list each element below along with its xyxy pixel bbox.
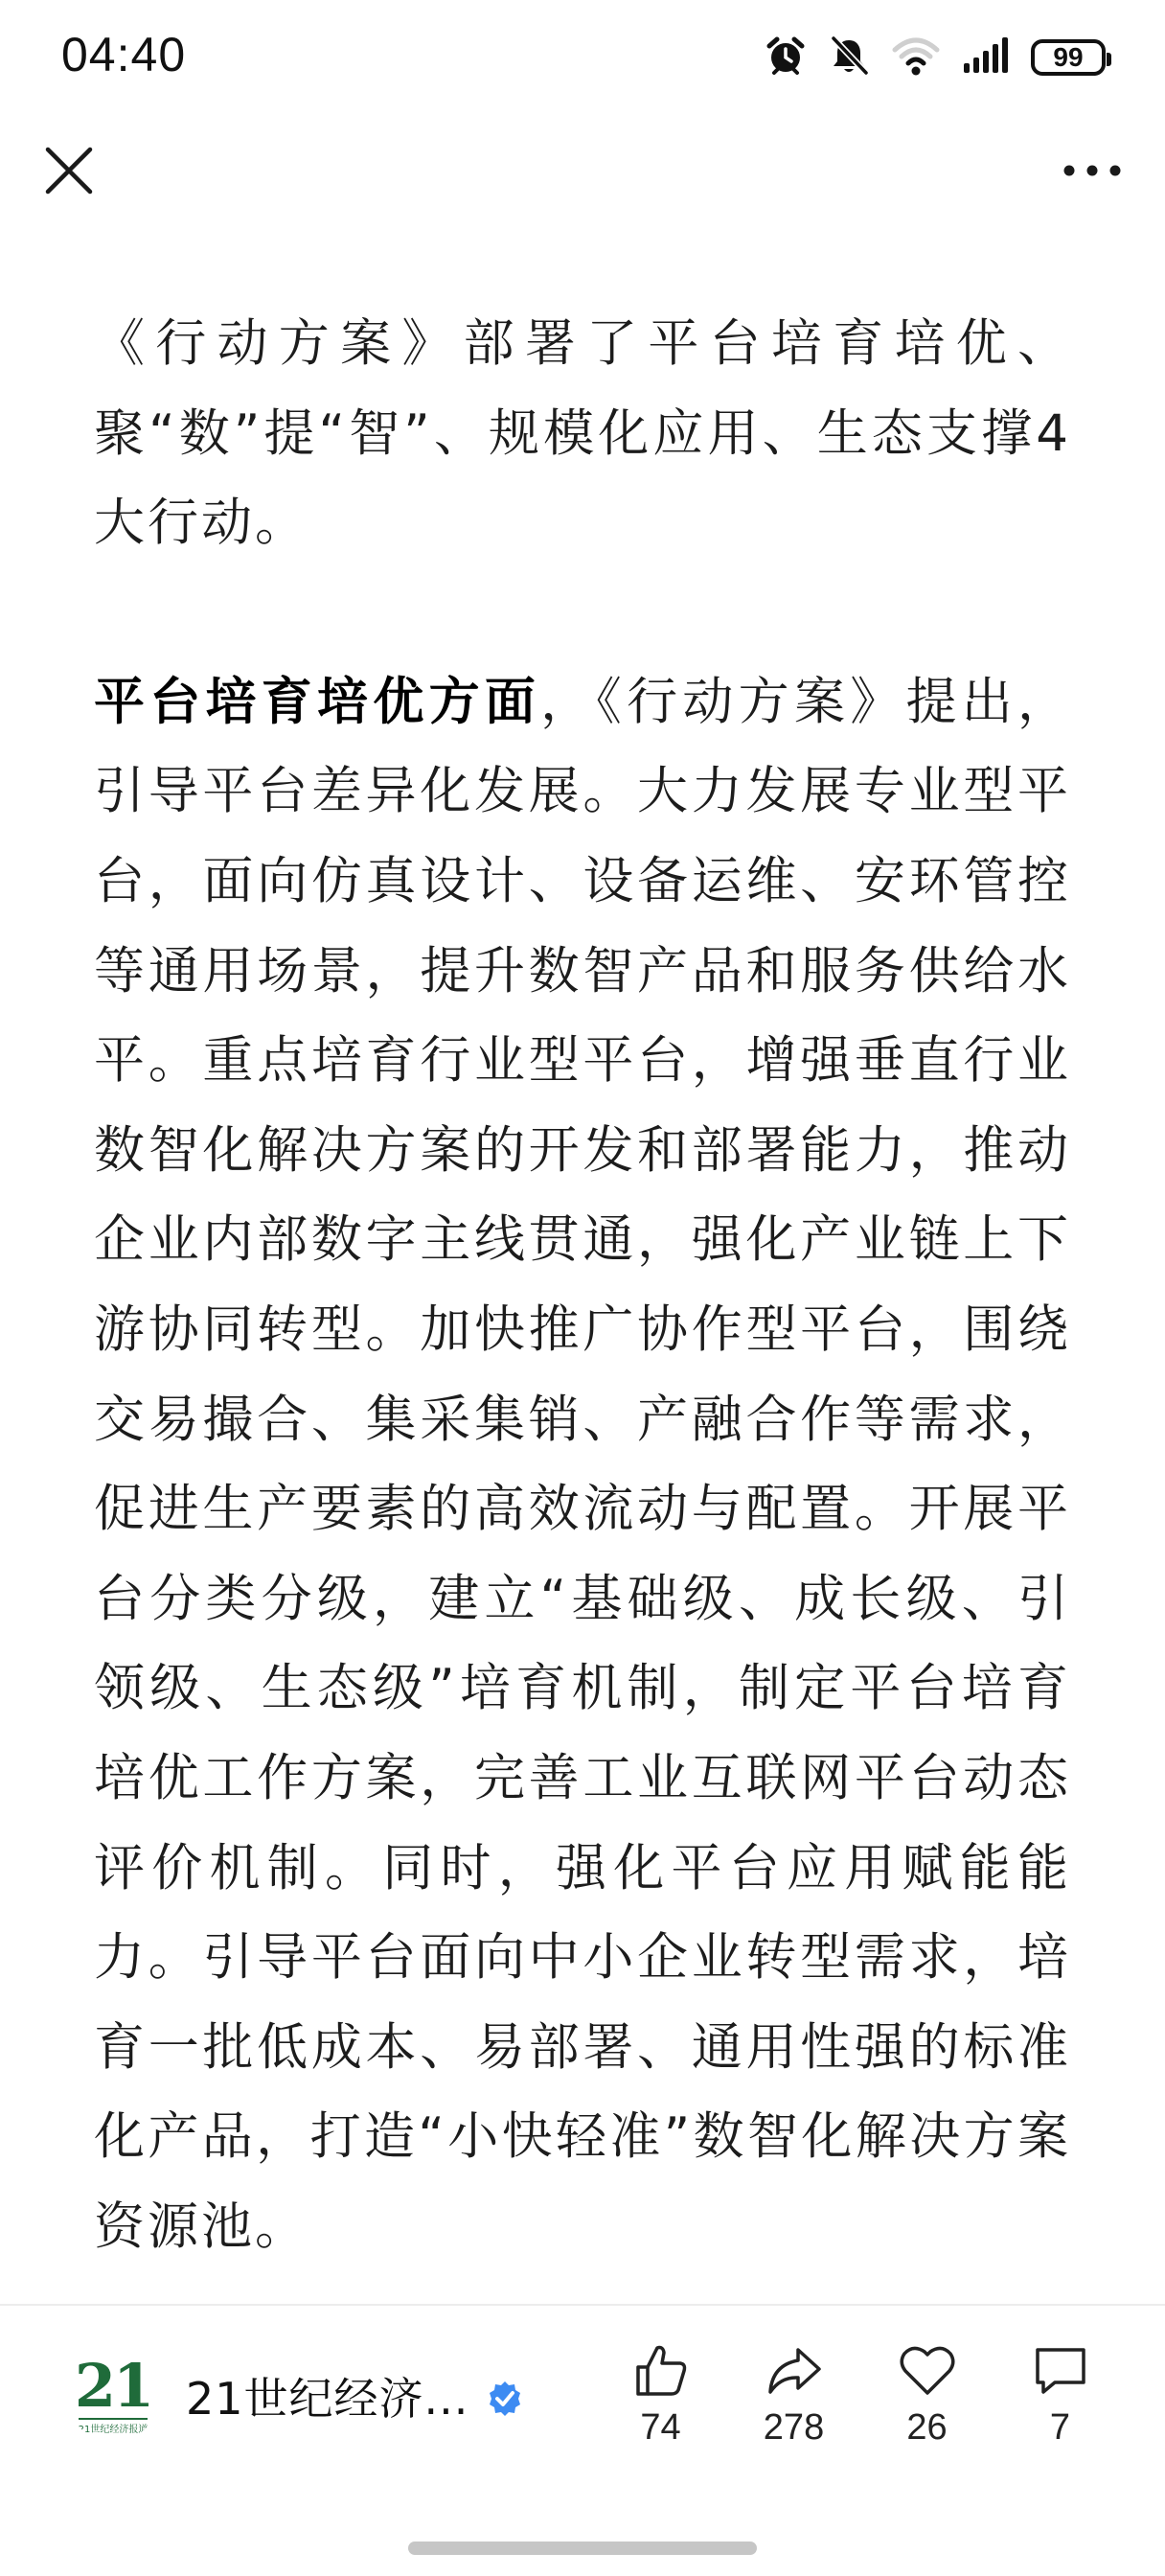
top-nav (0, 125, 1165, 230)
article-paragraph: 《行动方案》部署了平台培育培优、聚“数”提“智”、规模化应用、生态支撑4大行动。 (94, 314, 1071, 553)
heart-icon (897, 2340, 958, 2402)
close-icon (42, 144, 96, 197)
share-icon (764, 2340, 825, 2402)
author-name[interactable]: 21世纪经济... (186, 2373, 469, 2425)
more-icon (1062, 161, 1123, 180)
favorite-count: 26 (906, 2407, 948, 2448)
battery-icon (1031, 39, 1106, 76)
bottom-bar (0, 2304, 1165, 2497)
favorite-button[interactable] (860, 2340, 994, 2449)
action-bar (594, 2340, 1127, 2449)
article-body (94, 299, 1071, 2360)
like-count: 74 (640, 2407, 681, 2448)
home-indicator[interactable] (408, 2542, 757, 2555)
alarm-icon (765, 34, 807, 80)
verified-icon (486, 2380, 524, 2418)
article-paragraph-text: ，《行动方案》提出，引导平台差异化发展。大力发展专业型平台，面向仿真设计、设备运维、安环管控等通用场景，提升数智产品和服务供给水平。重点培育行业型平台，增强垂直行业数智化解决方案的开发和部署能力，推动企业内部数字主线贯通，强化产业链上下游协同转型。加快推广协作型平台，围绕交易撮合、集采集销、产融合作等需求，促进生产要素的高效流动与配置。开展平台分类分级，建立“基础级、成长级、引领级、生态级”培育机制，制定平台培育培优工作方案，完善工业互联网平台动态评价机制。同时，强化平台应用赋能能力。引导平台面向中小企业转型需求，培育一批低成本、易部署、通用性强的标准化产品，打造“小快轻准”数智化解决方案资源池。 (94, 672, 1072, 2256)
author-avatar[interactable] (67, 2350, 159, 2442)
status-icons (765, 33, 1106, 82)
share-button[interactable] (727, 2340, 860, 2449)
author-logo-text: 21世纪经济报道 (79, 2418, 148, 2435)
like-button[interactable] (594, 2340, 727, 2449)
close-button[interactable] (34, 136, 103, 205)
wifi-icon (891, 34, 941, 80)
battery-level: 99 (1053, 42, 1084, 72)
signal-icon (962, 34, 1010, 80)
article-bold-lead: 平台培育培优方面 (94, 672, 541, 731)
comment-button[interactable] (994, 2340, 1127, 2449)
more-button[interactable] (1054, 136, 1131, 205)
share-count: 278 (763, 2407, 825, 2448)
author-info[interactable] (67, 2350, 524, 2442)
status-time: 04:40 (61, 28, 187, 81)
author-logo-number: 21 (74, 2351, 152, 2421)
comment-count: 7 (1049, 2407, 1071, 2448)
thumbs-up-icon (630, 2340, 692, 2402)
comment-icon (1030, 2340, 1091, 2402)
article-paragraph (94, 657, 1071, 2272)
mute-bell-icon (828, 34, 870, 80)
status-bar (0, 0, 1165, 115)
